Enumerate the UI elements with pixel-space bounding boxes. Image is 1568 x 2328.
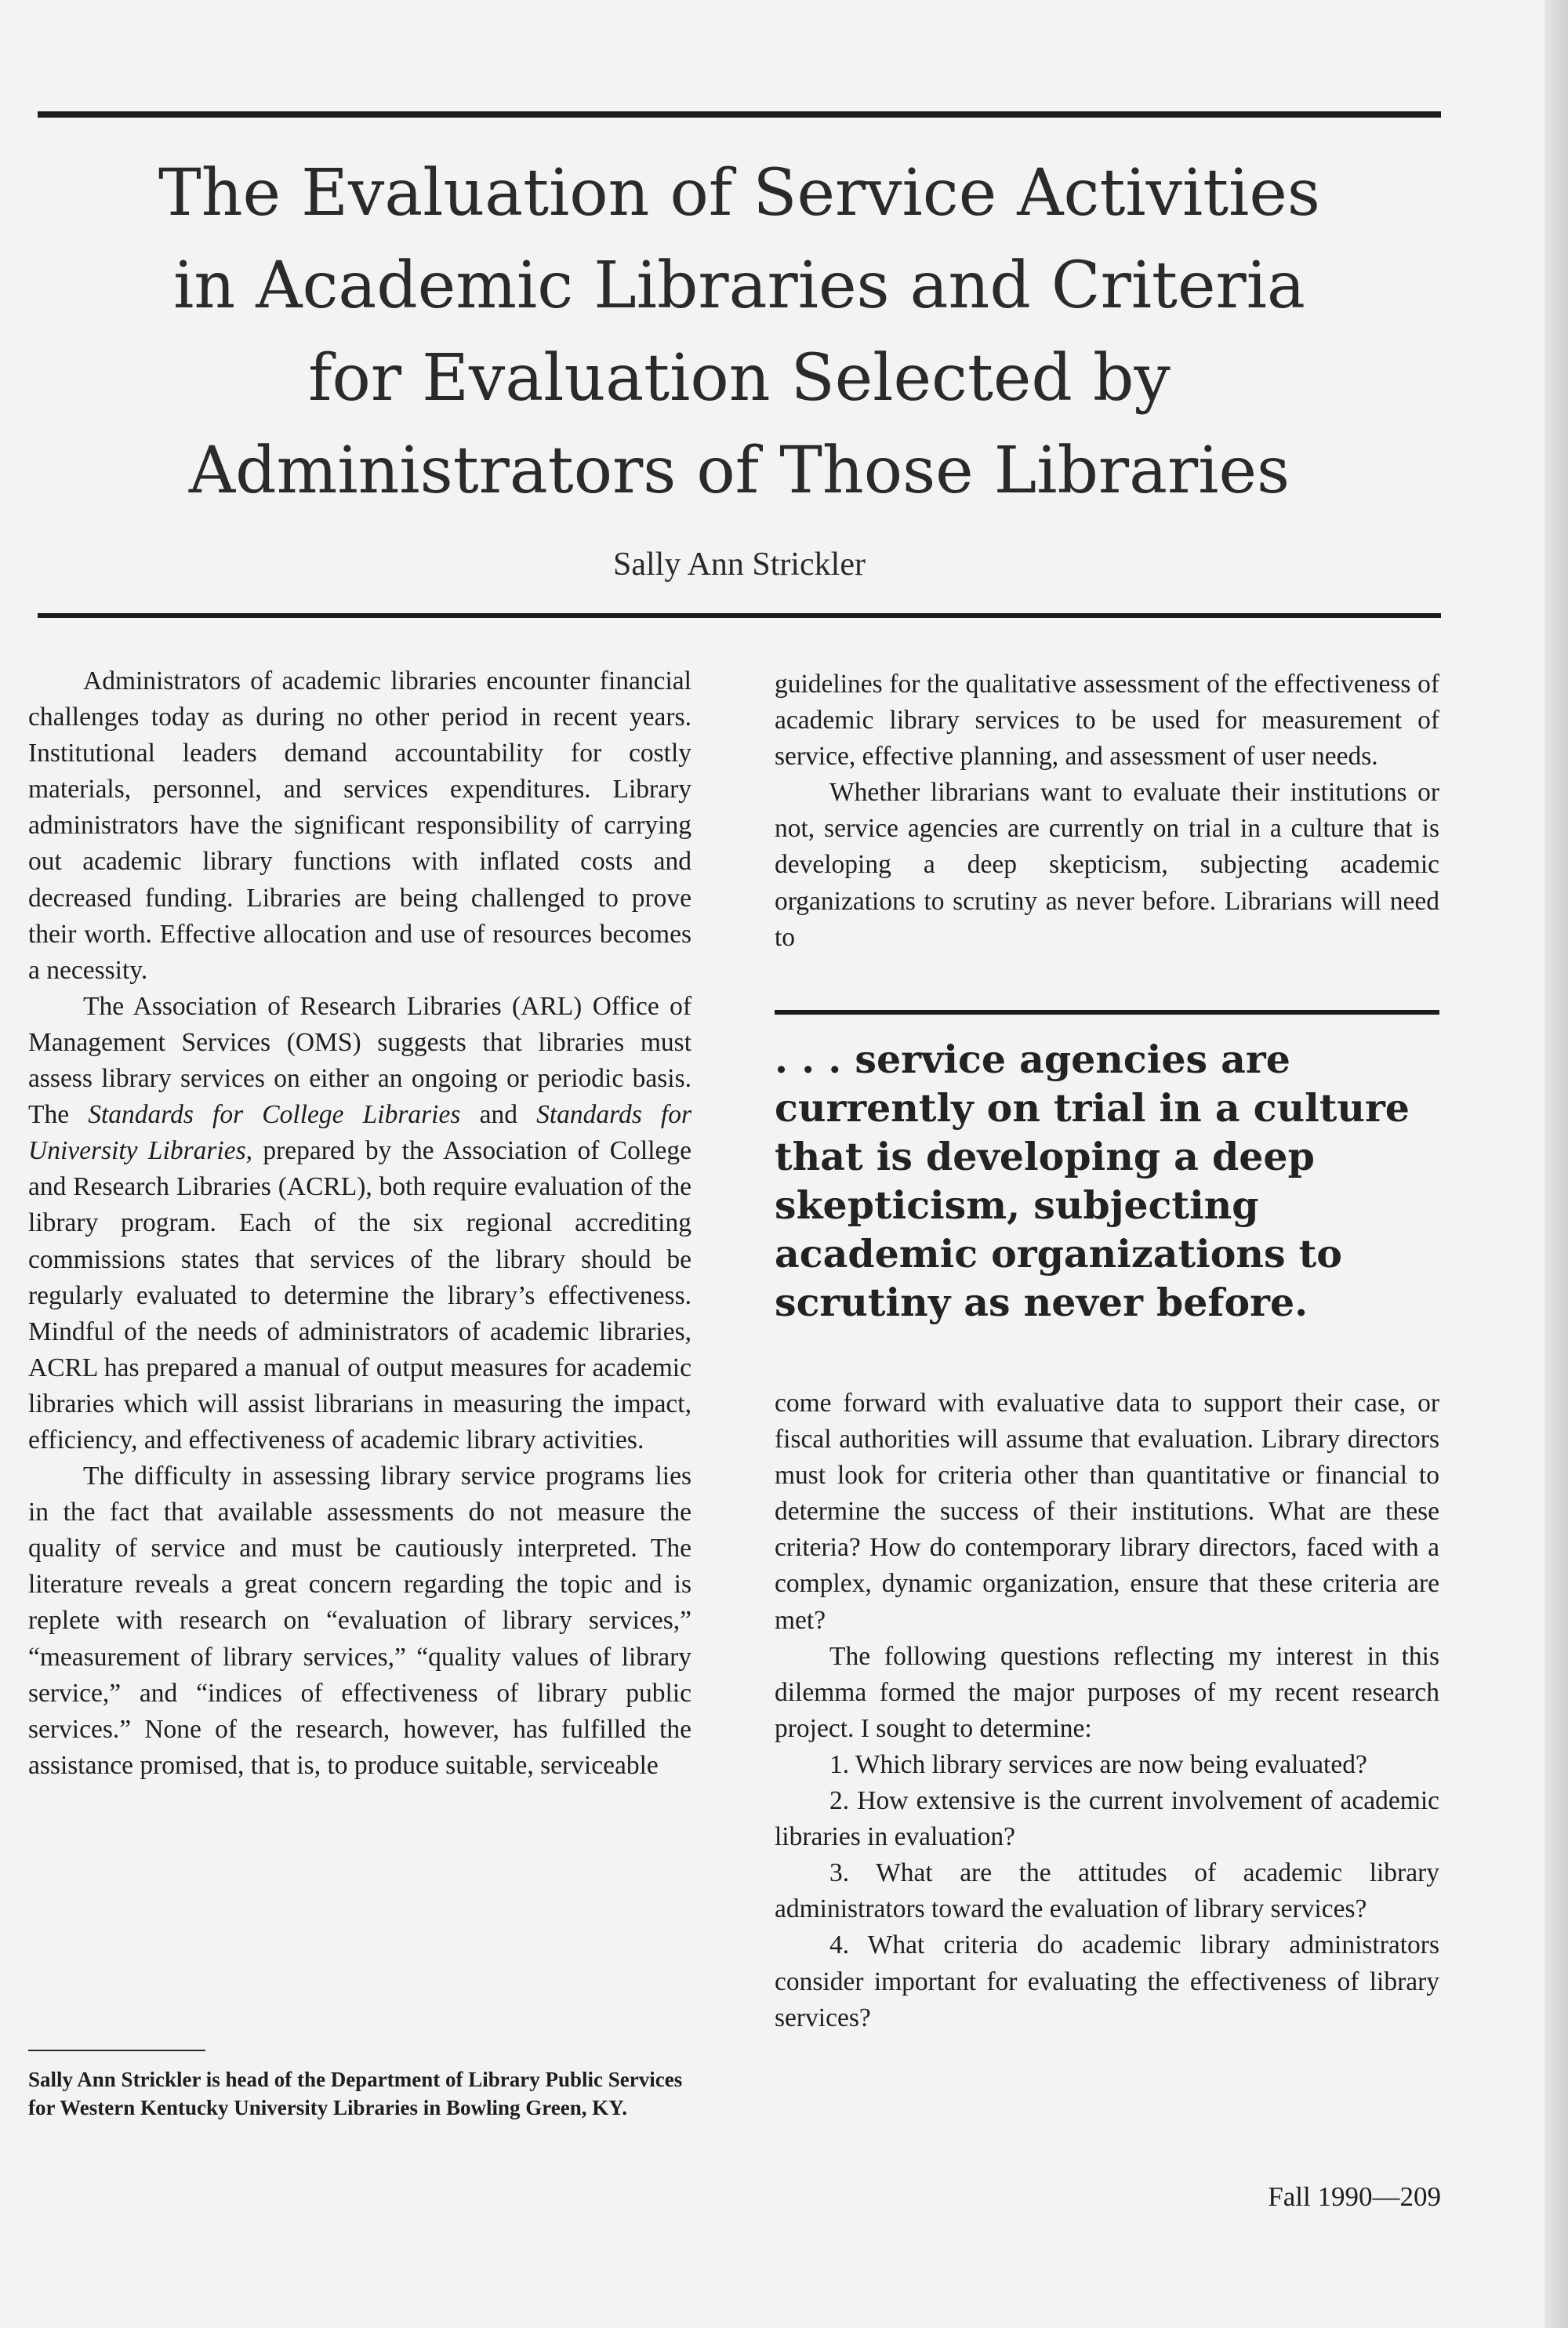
footnote-rule bbox=[28, 2050, 205, 2051]
page-edge bbox=[1544, 0, 1568, 2328]
pull-quote-rule bbox=[775, 1010, 1439, 1015]
question-2: 2. How extensive is the current involvement of academic libraries in evaluation? bbox=[775, 1786, 1439, 1852]
left-paragraph-2 bbox=[28, 989, 691, 1458]
page-number: Fall 1990—209 bbox=[1268, 2181, 1441, 2212]
pull-quote: . . . service agencies are currently on trial in a culture that is developing a deep skepticism, subjecting academic organizations to scrutiny as never before. bbox=[775, 1037, 1410, 1325]
standards-university-title: Standards for University Libraries, bbox=[28, 1100, 692, 1166]
question-4: 4. What criteria do academic library administrators consider important for evaluating the effectiveness of library services? bbox=[775, 1930, 1439, 2032]
right-paragraph-2: Whether librarians want to evaluate their institutions or not, service agencies are currently on trial in a culture that is developing a deep skepticism, subjecting academic organizations to scrutiny as never before. Librarians will need to bbox=[775, 778, 1439, 952]
title-line-3: for Evaluation Selected by bbox=[308, 341, 1171, 416]
question-3: 3. What are the attitudes of academic library administrators toward the evaluation of library services? bbox=[775, 1858, 1439, 1924]
left-paragraph-2-part-a: The Association of Research Libraries (ARL) Office of Management Services (OMS) suggests that libraries must assess library services on either an ongoing or periodic basis. The bbox=[28, 991, 691, 1130]
right-column-top bbox=[775, 666, 1439, 956]
standards-college-title: Standards for College Libraries bbox=[88, 1100, 461, 1130]
left-paragraph-1: Administrators of academic libraries encounter financial challenges today as during no other period in recent years. Institutional leaders demand accountability for costly materials, personnel, and services expenditures. Library administrators have the significant responsibility of carrying out academic library functions with inflated costs and decreased funding. Libraries are being challenged to prove their worth. Effective allocation and use of resources becomes a necessity. bbox=[28, 666, 691, 985]
right-column-bottom bbox=[775, 1386, 1439, 2036]
title-line-2: in Academic Libraries and Criteria bbox=[173, 249, 1305, 323]
question-1: 1. Which library services are now being evaluated? bbox=[829, 1749, 1367, 1779]
left-paragraph-3: The difficulty in assessing library service programs lies in the fact that available assessments do not measure the quality of service and must be cautiously interpreted. The literature reveals a great concern regarding the topic and is replete with research on “evaluation of library services,” “measurement of library services,” “quality values of library service,” and “indices of effectiveness of library public services.” None of the research, however, has fulfilled the assistance promised, that is, to produce suitable, serviceable bbox=[28, 1462, 691, 1780]
left-paragraph-2-part-b: and bbox=[460, 1100, 537, 1130]
right-paragraph-1: guidelines for the qualitative assessment of the effectiveness of academic library services to be used for measurement of service, effective planning, and assessment of user needs. bbox=[775, 670, 1439, 772]
right-paragraph-3: come forward with evaluative data to support their case, or fiscal authorities will assume that evaluation. Library directors must look for criteria other than quantitative or financial to determine the success of their institutions. What are these criteria? How do contemporary library directors, faced with a complex, dynamic organization, ensure that these criteria are met? bbox=[775, 1389, 1439, 1635]
author-footnote: Sally Ann Strickler is head of the Department of Library Public Services for Western Kentucky University Libraries in Bowling Green, KY. bbox=[28, 2068, 683, 2119]
left-paragraph-2-part-c: prepared by the Association of College and Research Libraries (ACRL), both require evaluation of the library program. Each of the six regional accrediting commissions states that services of the library should be regularly evaluated to determine the library’s effectiveness. Mindful of the needs of administrators of academic libraries, ACRL has prepared a manual of output measures for academic libraries which will assist librarians in measuring the impact, efficiency, and effectiveness of academic library activities. bbox=[28, 1136, 691, 1455]
article-title bbox=[38, 147, 1441, 518]
right-paragraph-4: The following questions reflecting my interest in this dilemma formed the major purposes of my recent research project. I sought to determine: bbox=[775, 1641, 1439, 1743]
author-byline: Sally Ann Strickler bbox=[613, 547, 866, 583]
title-top-rule bbox=[38, 111, 1441, 118]
title-line-1: The Evaluation of Service Activities bbox=[158, 156, 1320, 231]
title-line-4: Administrators of Those Libraries bbox=[188, 434, 1290, 508]
byline-rule bbox=[38, 613, 1441, 618]
left-column bbox=[28, 663, 691, 1784]
